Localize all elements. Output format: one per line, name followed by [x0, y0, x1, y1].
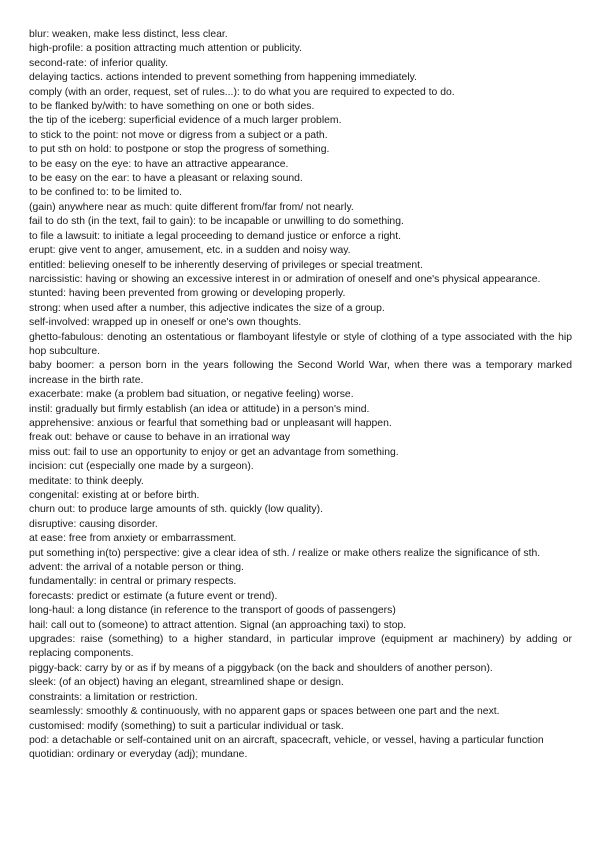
vocabulary-entry: congenital: existing at or before birth. [29, 490, 200, 501]
vocabulary-entry: long-haul: a long distance (in reference to the transport of goods of passengers) [29, 605, 396, 617]
vocabulary-entry: instil: gradually but firmly establish (an idea or attitude) in a person's mind. [29, 403, 370, 415]
vocabulary-entry: incision: cut (especially one made by a surgeon). [29, 461, 254, 473]
vocabulary-entry: to file a lawsuit: to initiate a legal proceeding to demand justice or enforce a right. [29, 230, 401, 242]
vocabulary-entry: disruptive: causing disorder. [29, 518, 158, 530]
vocabulary-entry: upgrades: raise (something) to a higher standard, in particular improve (equipment ar machinery) by adding or replacing components. [29, 634, 572, 660]
vocabulary-entry: fail to do sth (in the text, fail to gain): to be incapable or unwilling to do something. [29, 216, 404, 228]
vocabulary-entry: put something in(to) perspective: give a clear idea of sth. / realize or make others realize the significance of sth. [29, 547, 541, 559]
vocabulary-entry: second-rate: of inferior quality. [29, 57, 168, 69]
vocabulary-entry: comply (with an order, request, set of rules...): to do what you are required to expected to do. [29, 86, 455, 98]
vocabulary-entry: erupt: give vent to anger, amusement, etc. in a sudden and noisy way. [29, 245, 351, 257]
vocabulary-entry: baby boomer: a person born in the years following the Second World War, when there was a temporary marked increase in the birth rate. [29, 360, 572, 386]
vocabulary-entry: piggy-back: carry by or as if by means of a piggyback (on the back and shoulders of another person). [29, 662, 493, 674]
vocabulary-entry: self-involved: wrapped up in oneself or one's own thoughts. [29, 317, 302, 329]
vocabulary-entry: delaying tactics. actions intended to prevent something from happening immediately. [29, 72, 417, 84]
vocabulary-entry: apprehensive: anxious or fearful that something bad or unpleasant will happen. [29, 417, 392, 429]
vocabulary-entry: seamlessly: smoothly & continuously, with no apparent gaps or spaces between one part and the next. [29, 706, 500, 718]
vocabulary-entry: ghetto-fabulous: denoting an ostentatious or flamboyant lifestyle or style of clothing of a type associated with the hip hop subculture. [29, 331, 572, 357]
vocabulary-entry: (gain) anywhere near as much: quite different from/far from/ not nearly. [29, 201, 354, 213]
vocabulary-entry: to stick to the point: not move or digress from a subject or a path. [29, 129, 328, 141]
vocabulary-entry: the tip of the iceberg: superficial evidence of a much larger problem. [29, 115, 342, 127]
vocabulary-entry: sleek: (of an object) having an elegant, streamlined shape or design. [29, 677, 344, 689]
vocabulary-entry: narcissistic: having or showing an excessive interest in or admiration of oneself and one's physical appearance. [29, 273, 541, 285]
vocabulary-entry: entitled: believing oneself to be inherently deserving of privileges or special treatment. [29, 259, 423, 271]
vocabulary-entry: high-profile: a position attracting much attention or publicity. [29, 43, 302, 55]
vocabulary-entry: quotidian: ordinary or everyday (adj); mundane. [29, 749, 248, 761]
vocabulary-entry: advent: the arrival of a notable person or thing. [29, 562, 244, 574]
vocabulary-entry: strong: when used after a number, this adjective indicates the size of a group. [29, 302, 385, 314]
vocabulary-entry: miss out: fail to use an opportunity to enjoy or get an advantage from something. [29, 446, 399, 458]
vocabulary-entry: constraints: a limitation or restriction. [29, 691, 198, 703]
vocabulary-entry: to put sth on hold: to postpone or stop the progress of something. [29, 144, 330, 156]
vocabulary-entry: to be easy on the ear: to have a pleasant or relaxing sound. [29, 173, 303, 185]
vocabulary-entry: pod: a detachable or self-contained unit on an aircraft, spacecraft, vehicle, or vessel, having a particular function [29, 734, 544, 746]
vocabulary-entry: to be flanked by/with: to have something on one or both sides. [29, 101, 315, 113]
vocabulary-list [29, 28, 572, 763]
vocabulary-entry: to be confined to: to be limited to. [29, 187, 183, 199]
vocabulary-entry: meditate: to think deeply. [29, 475, 144, 487]
vocabulary-entry: exacerbate: make (a problem bad situation, or negative feeling) worse. [29, 389, 354, 401]
vocabulary-entry: churn out: to produce large amounts of sth. quickly (low quality). [29, 504, 323, 516]
vocabulary-entry: freak out: behave or cause to behave in an irrational way [29, 432, 291, 444]
vocabulary-entry: customised: modify (something) to suit a particular individual or task. [29, 720, 344, 732]
vocabulary-entry: stunted: having been prevented from growing or developing properly. [29, 288, 346, 300]
vocabulary-entry: hail: call out to (someone) to attract attention. Signal (an approaching taxi) to stop. [29, 619, 407, 631]
vocabulary-entry: forecasts: predict or estimate (a future event or trend). [29, 590, 278, 602]
vocabulary-entry: at ease: free from anxiety or embarrassment. [29, 533, 237, 545]
vocabulary-entry: fundamentally: in central or primary respects. [29, 576, 237, 588]
vocabulary-entry: blur: weaken, make less distinct, less clear. [29, 29, 228, 40]
vocabulary-entry: to be easy on the eye: to have an attractive appearance. [29, 158, 289, 170]
